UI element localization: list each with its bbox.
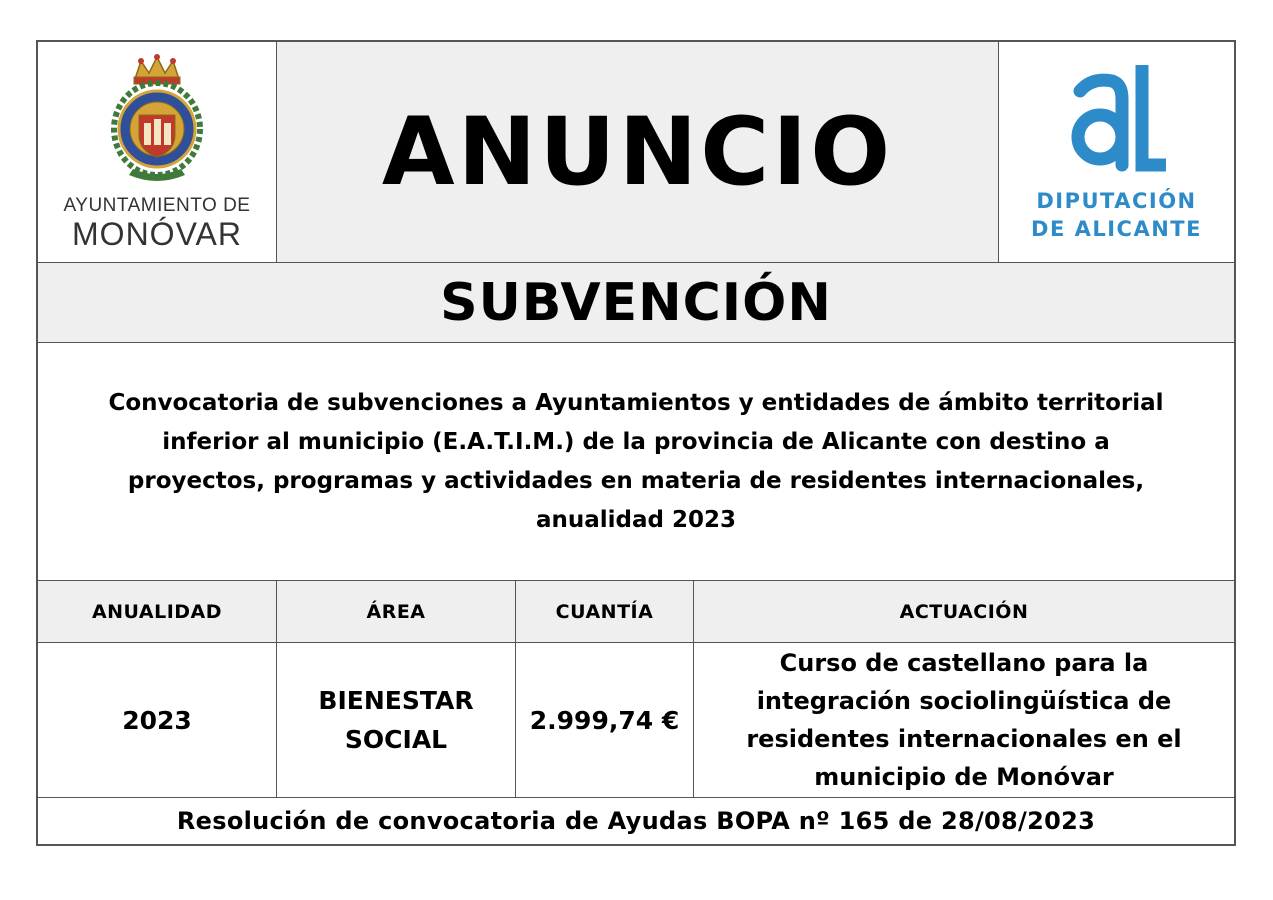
th-area	[276, 581, 515, 642]
diputacion-name-line1: DIPUTACIÓN	[1036, 189, 1197, 213]
td-anualidad	[38, 643, 276, 797]
diputacion-logo	[998, 42, 1234, 262]
title-cell	[276, 42, 998, 262]
table-row	[38, 642, 1234, 797]
td-cuantia	[515, 643, 693, 797]
table-header-row	[38, 580, 1234, 642]
th-cuantia	[515, 581, 693, 642]
ayuntamiento-name-line1: AYUNTAMIENTO DE	[63, 195, 251, 216]
subtitle-row	[38, 262, 1234, 342]
subtitle-cell	[38, 263, 1234, 342]
diputacion-al-icon	[1062, 61, 1172, 173]
td-area	[276, 643, 515, 797]
description-row	[38, 342, 1234, 580]
cuantia-value: 2.999,74 €	[529, 705, 680, 735]
column-header: ANUALIDAD	[91, 600, 223, 623]
announcement-sheet	[36, 40, 1236, 846]
column-header: ÁREA	[366, 600, 426, 623]
th-anualidad	[38, 581, 276, 642]
actuacion-value: Curso de castellano para la integración sociolingüística de residentes internacionales en el municipio de Monóvar	[746, 649, 1182, 791]
ayuntamiento-name-line2: MONÓVAR	[72, 216, 242, 252]
page-title: ANUNCIO	[381, 97, 894, 207]
description-text: Convocatoria de subvenciones a Ayuntamientos y entidades de ámbito territorial inferior al municipio (E.A.T.I.M.) de la provincia de Alicante con destino a proyectos, programas y actividades en materia de residentes internacionales, anualidad 2023	[108, 389, 1164, 533]
anualidad-value: 2023	[122, 705, 192, 735]
header-row	[38, 42, 1234, 262]
ayuntamiento-logo	[38, 42, 276, 262]
column-header: CUANTÍA	[555, 600, 654, 623]
area-value: BIENESTAR SOCIAL	[318, 686, 474, 754]
footer-row	[38, 797, 1234, 844]
column-header: ACTUACIÓN	[899, 600, 1029, 623]
description-cell	[38, 343, 1234, 580]
monovar-crest-icon	[107, 53, 207, 191]
subtitle: SUBVENCIÓN	[440, 272, 832, 333]
th-actuacion	[693, 581, 1234, 642]
footer-text: Resolución de convocatoria de Ayudas BOPA nº 165 de 28/08/2023	[176, 807, 1096, 835]
diputacion-name-line2: DE ALICANTE	[1031, 217, 1202, 241]
footer-cell	[38, 798, 1234, 844]
td-actuacion	[693, 643, 1234, 797]
